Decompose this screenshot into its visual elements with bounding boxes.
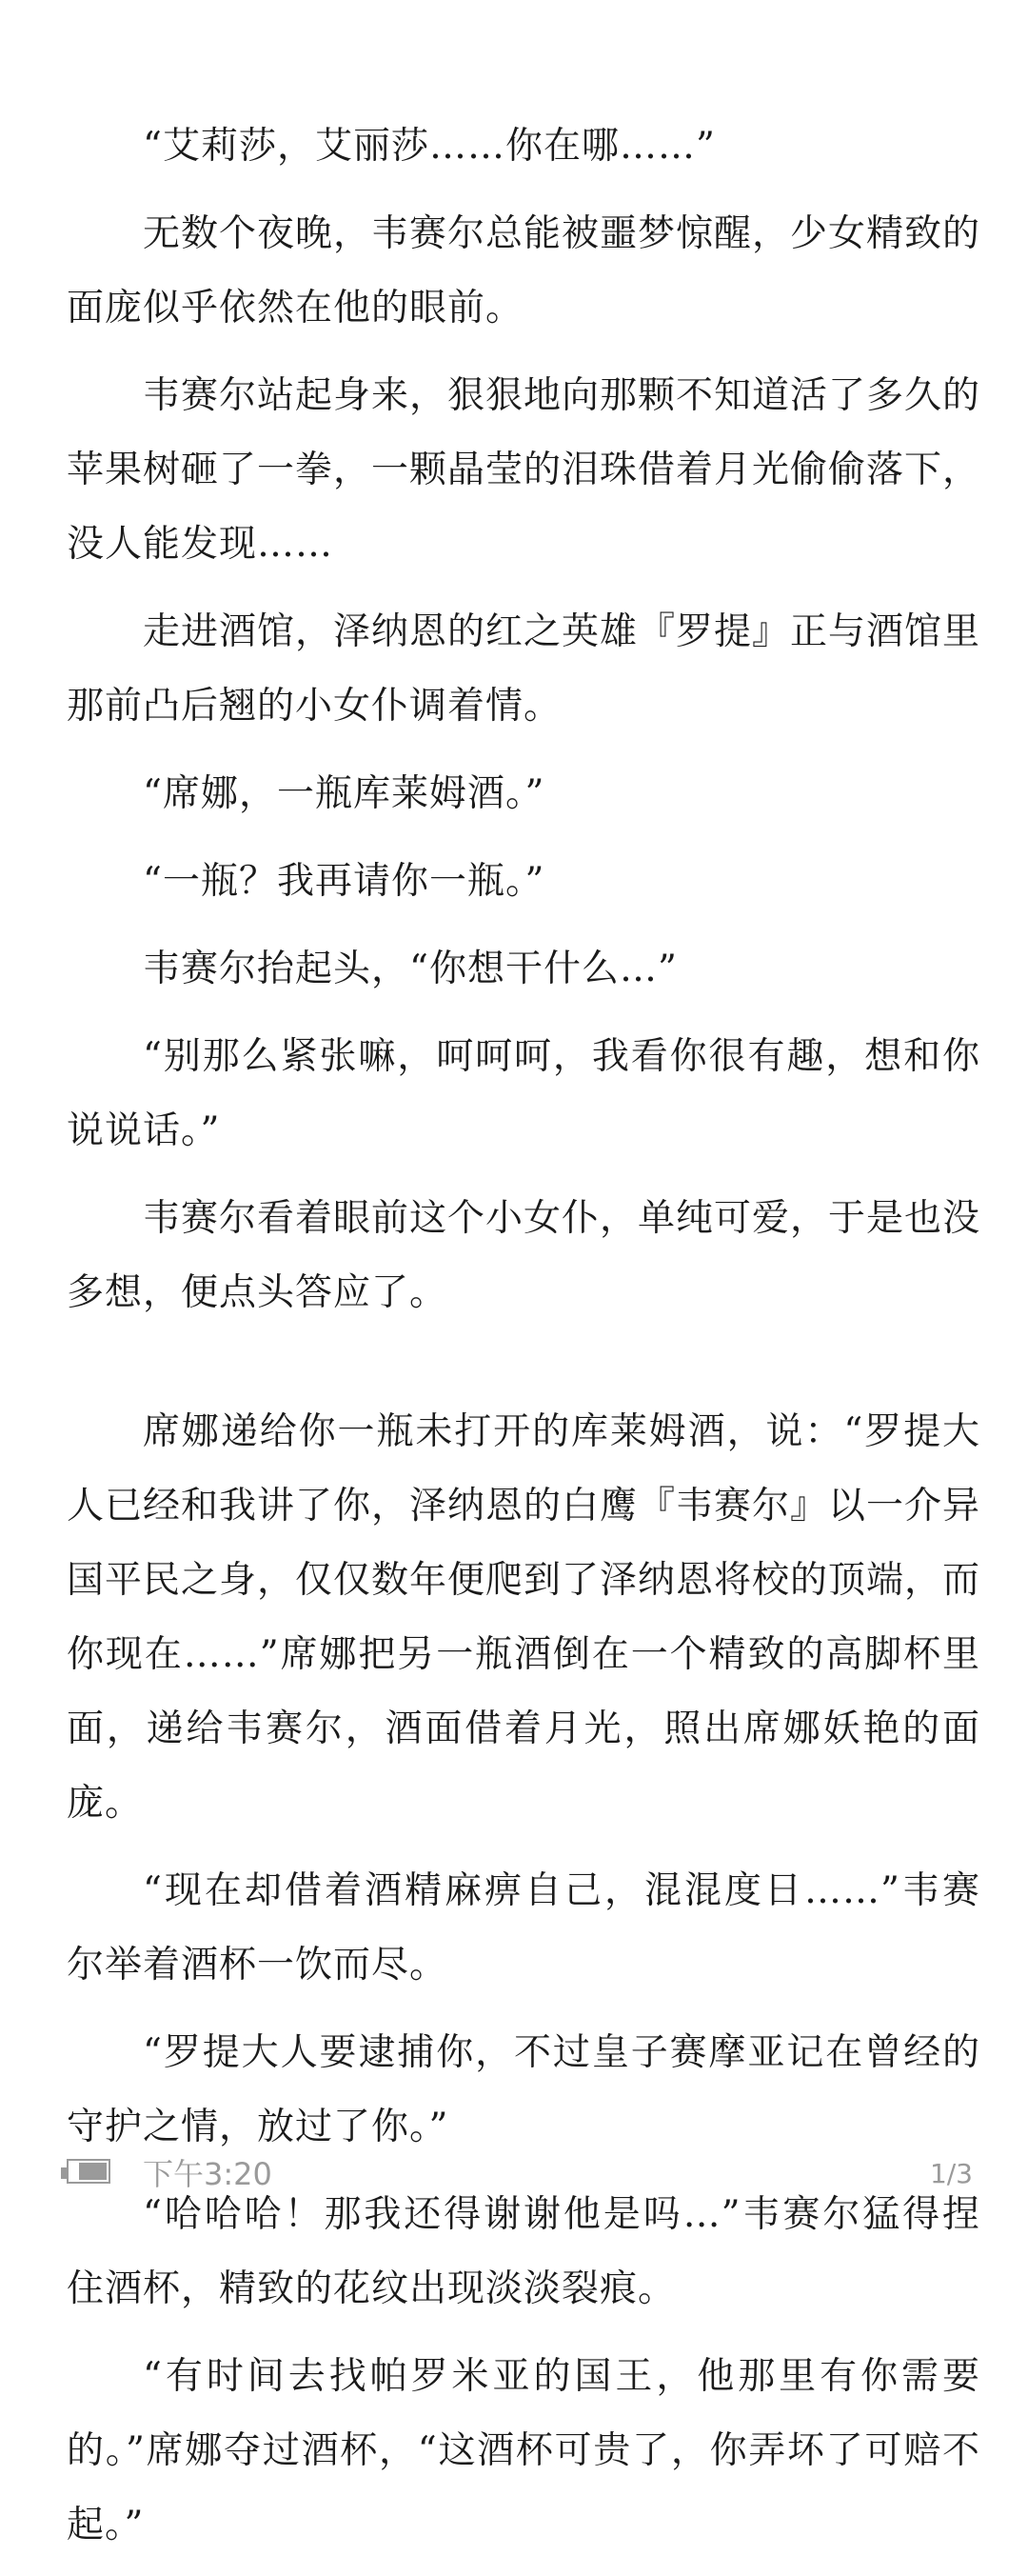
paragraph: “现在却借着酒精麻痹自己，混混度日……”韦赛尔举着酒杯一饮而尽。 xyxy=(67,1869,980,1987)
paragraph: 席娜递给你一瓶未打开的库莱姆酒，说：“罗提大人已经和我讲了你，泽纳恩的白鹰『韦赛尔』以一介异国平民之身，仅仅数年便爬到了泽纳恩将校的顶端，而你现在……”席娜把另一瓶酒倒在一个精致的高脚杯里面，递给韦赛尔，酒面借着月光，照出席娜妖艳的面庞。 xyxy=(67,1410,981,1825)
clock-time: 下午3:20 xyxy=(143,2156,272,2192)
chapter-text xyxy=(67,110,980,2576)
paragraph: 韦赛尔抬起头，“你想干什么…” xyxy=(143,948,678,990)
paragraph: “哈哈哈！那我还得谢谢他是吗…”韦赛尔猛得捏住酒杯，精致的花纹出现淡淡裂痕。 xyxy=(67,2193,980,2310)
paragraph: “罗提大人要逮捕你，不过皇子赛摩亚记在曾经的守护之情，放过了你。” xyxy=(67,2031,980,2148)
paragraph: “有时间去找帕罗米亚的国王，他那里有你需要的。”席娜夺过酒杯，“这酒杯可贵了，你弄坏了可赔不起。” xyxy=(67,2355,980,2546)
paragraph: “席娜，一瓶库莱姆酒。” xyxy=(143,772,545,815)
paragraph: “一瓶？我再请你一瓶。” xyxy=(143,860,545,903)
paragraph: 韦赛尔看着眼前这个小女仆，单纯可爱，于是也没多想，便点头答应了。 xyxy=(67,1197,981,1314)
page-indicator: 1/3 xyxy=(929,2158,973,2189)
battery-body xyxy=(67,2159,110,2184)
battery-icon xyxy=(61,2159,116,2187)
paragraph: 走进酒馆，泽纳恩的红之英雄『罗提』正与酒馆里那前凸后翘的小女仆调着情。 xyxy=(67,610,981,728)
paragraph: 无数个夜晚，韦赛尔总能被噩梦惊醒，少女精致的面庞似乎依然在他的眼前。 xyxy=(67,212,981,329)
paragraph: “别那么紧张嘛，呵呵呵，我看你很有趣，想和你说说话。” xyxy=(67,1035,980,1152)
reader-status-bar xyxy=(0,2147,1028,2205)
battery-level-fill xyxy=(79,2163,107,2180)
paragraph: “艾莉莎，艾丽莎……你在哪……” xyxy=(143,125,716,168)
paragraph: 韦赛尔站起身来，狠狠地向那颗不知道活了多久的苹果树砸了一拳，一颗晶莹的泪珠借着月光偷偷落下，没人能发现…… xyxy=(67,374,981,566)
